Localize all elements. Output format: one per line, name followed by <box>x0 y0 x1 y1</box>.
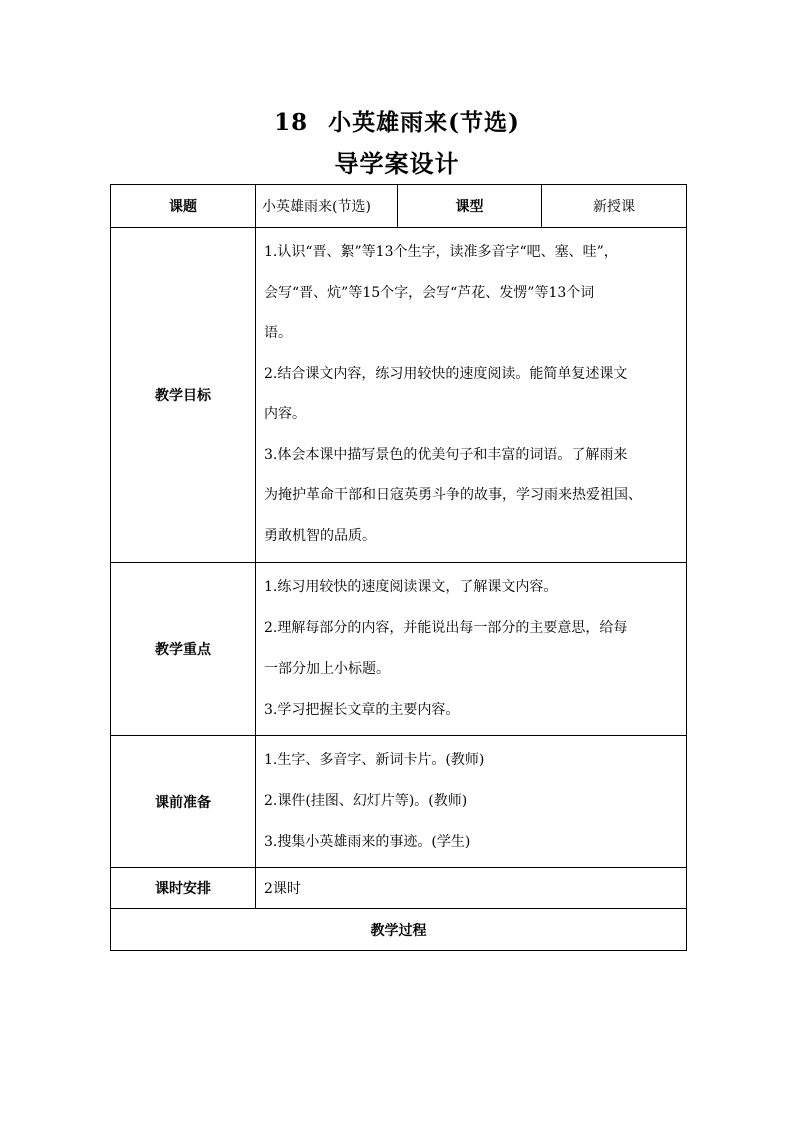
goals-label: 教学目标 <box>111 228 256 563</box>
topic-value: 小英雄雨来(节选) <box>256 185 398 228</box>
focus-line: 3.学习把握长文章的主要内容。 <box>264 702 460 718</box>
focus-line: 2.理解每部分的内容，并能说出每一部分的主要意思，给每 <box>264 620 628 636</box>
hours-value: 2课时 <box>256 868 687 909</box>
goals-line: 语。 <box>264 325 292 341</box>
document-subtitle: 导学案设计 <box>334 149 460 178</box>
type-value: 新授课 <box>542 185 687 228</box>
process-label: 教学过程 <box>111 909 687 951</box>
prep-content <box>256 736 687 868</box>
lesson-plan-table <box>110 184 687 951</box>
hours-label: 课时安排 <box>111 868 256 909</box>
focus-content <box>256 563 687 736</box>
goals-line: 2.结合课文内容，练习用较快的速度阅读。能简单复述课文 <box>264 365 628 382</box>
prep-row <box>111 736 687 868</box>
goals-line: 会写“晋、炕”等15个字，会写“芦花、发愣”等13个词 <box>264 284 595 301</box>
focus-label: 教学重点 <box>111 563 256 736</box>
goals-line: 勇敢机智的品质。 <box>264 527 376 544</box>
prep-line: 2.课件(挂图、幻灯片等)。(教师) <box>264 793 468 809</box>
goals-content <box>256 228 687 563</box>
lesson-name: 小英雄雨来(节选) <box>328 109 520 136</box>
prep-line: 3.搜集小英雄雨来的事迹。(学生) <box>264 834 471 850</box>
type-label: 课型 <box>398 185 542 228</box>
goals-line: 1.认识“晋、絮”等13个生字，读准多音字“吧、塞、哇”， <box>264 244 618 260</box>
goals-line: 内容。 <box>264 406 306 422</box>
prep-label: 课前准备 <box>111 736 256 868</box>
goals-line: 3.体会本课中描写景色的优美句子和丰富的词语。了解雨来 <box>264 446 628 463</box>
lesson-number: 18 <box>274 109 309 136</box>
topic-row <box>111 185 687 228</box>
hours-row <box>111 868 687 909</box>
focus-line: 一部分加上小标题。 <box>264 661 390 677</box>
goals-line: 为掩护革命干部和日寇英勇斗争的故事，学习雨来热爱祖国、 <box>264 487 642 503</box>
topic-label: 课题 <box>111 185 256 228</box>
prep-line: 1.生字、多音字、新词卡片。(教师) <box>264 752 485 768</box>
process-row <box>111 909 687 951</box>
focus-row <box>111 563 687 736</box>
goals-row <box>111 228 687 563</box>
lesson-title <box>0 108 794 138</box>
focus-line: 1.练习用较快的速度阅读课文，了解课文内容。 <box>264 579 558 595</box>
